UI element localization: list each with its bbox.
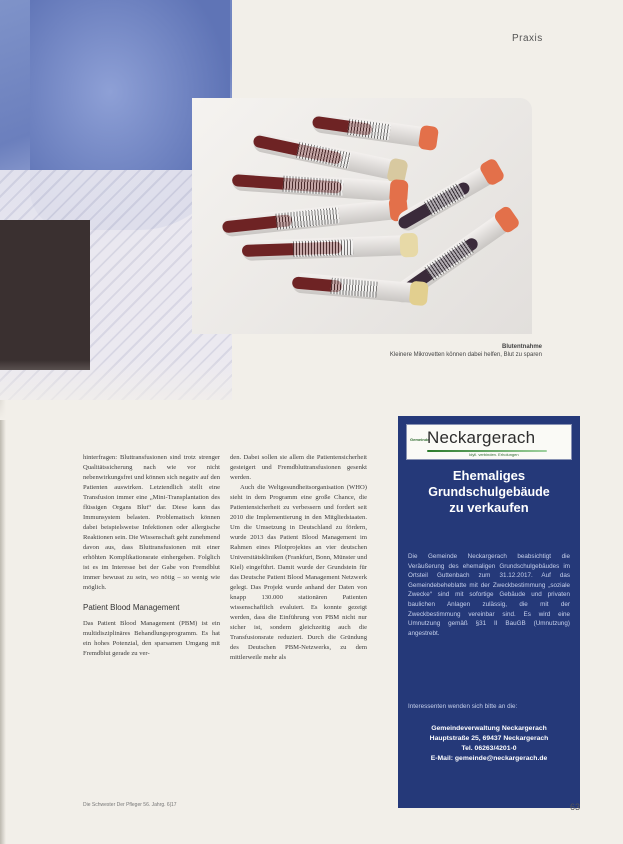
photo-blood-tubes (192, 98, 532, 334)
contact-line: Gemeindeverwaltung Neckargerach (431, 725, 547, 732)
headline-line: Grundschulgebäude (428, 485, 550, 499)
tube (291, 272, 422, 303)
contact-email: E-Mail: gemeinde@neckargerach.de (430, 755, 548, 762)
logo-tagline: Idyll. verbinden. Erholungen (469, 452, 519, 457)
logo-small-text: Gemeinde (410, 437, 430, 442)
paragraph: hinterfragen: Bluttransfusionen sind trotz strenger Qualitätssicherung nach wie vor nicht nebenwirkungsfrei und können sich negativ auf den Patienten auswirken. Letztendlich stellt eine Transfusion immer eine „Mini-Transplantation des flüssigen Organs Blut“ dar. Diese kann das Immunsystem belasten. Problematisch können dabei beispielsweise Infektionen oder allergische Reaktionen sein. Die Wissenschaft geht zunehmend davon aus, dass Bluttransfusionen mit einer erhöhten Komplikationsrate einhergehen. Folglich ist es im Interesse bei der Gabe von Fremdblut immer bewusst zu sein, wo nötig – so wenig wie möglich. (83, 454, 220, 591)
page-number: 63 (570, 802, 581, 812)
section-label: Praxis (512, 33, 543, 44)
caption-title: Blutentnahme (501, 344, 542, 350)
patient-arm-shape (0, 220, 90, 370)
municipality-logo (406, 424, 572, 460)
contact-line: Hauptstraße 25, 69437 Neckargerach (429, 735, 549, 742)
ad-contact (398, 724, 580, 764)
photo-fade (0, 360, 232, 420)
logo-name: Neckargerach (427, 428, 536, 447)
paragraph: den. Dabei sollen sie allem die Patientensicherheit gesteigert und Fremdbluttransfusionen gesenkt werden. (230, 454, 367, 481)
subheading: Patient Blood Management (83, 603, 180, 612)
article-column-2 (230, 453, 367, 663)
paragraph: Das Patient Blood Management (PBM) ist ein multidisziplinäres Behandlungsprogramm. Es hat ein hohes Potenzial, den sparsamen Umgang mit Fremdblut gerade zu ver- (83, 620, 220, 657)
tube (311, 112, 433, 149)
footer-note: Die Schwester Der Pfleger 56. Jahrg. 6|17 (83, 802, 177, 808)
tube (221, 199, 402, 238)
photo-caption (330, 343, 542, 359)
advertisement (398, 416, 580, 808)
paragraph: Auch die Weltgesundheitsorganisation (WHO) sieht in dem Programm eine große Chance, die Patientensicherheit zu verbessern und fordert seit 2010 die Implementierung in den Mitgliedstaaten. Um die Umsetzung in Deutschland zu fördern, wurde 2013 das Patient Blood Management im Rahmen eines Pilotprojektes an vier deutschen Universitätskliniken (Frankfurt, Bonn, Münster und Kiel) eingeführt. Damit wurde der Grundstein für das Deutsche Patient Blood Management Netzwerk gelegt. Das Projekt wurde anhand der Daten von knapp 130.000 stationären Patienten wissenschaftlich evaluiert. Es konnte gezeigt werden, dass die Einführung von PBM nicht nur sicher ist, sondern gleichzeitig auch die Transfusionsrate reduziert. Durch die Gründung des Deutschen PBM-Netzwerks, zu dem mittlerweile mehr als (230, 484, 367, 661)
ad-body: Die Gemeinde Neckargerach beabsichtigt die Veräußerung des ehemaligen Grundschulgebäudes im Ortsteil Guttenbach zum 31.12.2017. Auf das Gemeindebeheblatte mit der Zweckbestimmung „soziale Zwecke“ sind mit sofortige Gebäude und privaten baulichen Anlagen zulässig, die mit der Zweckbestimmung vereinbar sind. Es wird eine Umnutzung gemäß §31 II BauGB (Umnutzung) angestrebt. (408, 553, 570, 637)
headline-line: zu verkaufen (449, 500, 529, 515)
ad-headline (398, 468, 580, 516)
tube (242, 235, 413, 261)
contact-phone: Tel. 06263/4201-0 (461, 745, 517, 752)
ad-body-contact-intro: Interessenten wenden sich bitte an die: (408, 703, 518, 710)
headline-line: Ehemaliges (452, 468, 526, 483)
article-column-1 (83, 453, 220, 659)
caption-text: Kleinere Mikrovetten können dabei helfen, Blut zu sparen (389, 352, 542, 358)
